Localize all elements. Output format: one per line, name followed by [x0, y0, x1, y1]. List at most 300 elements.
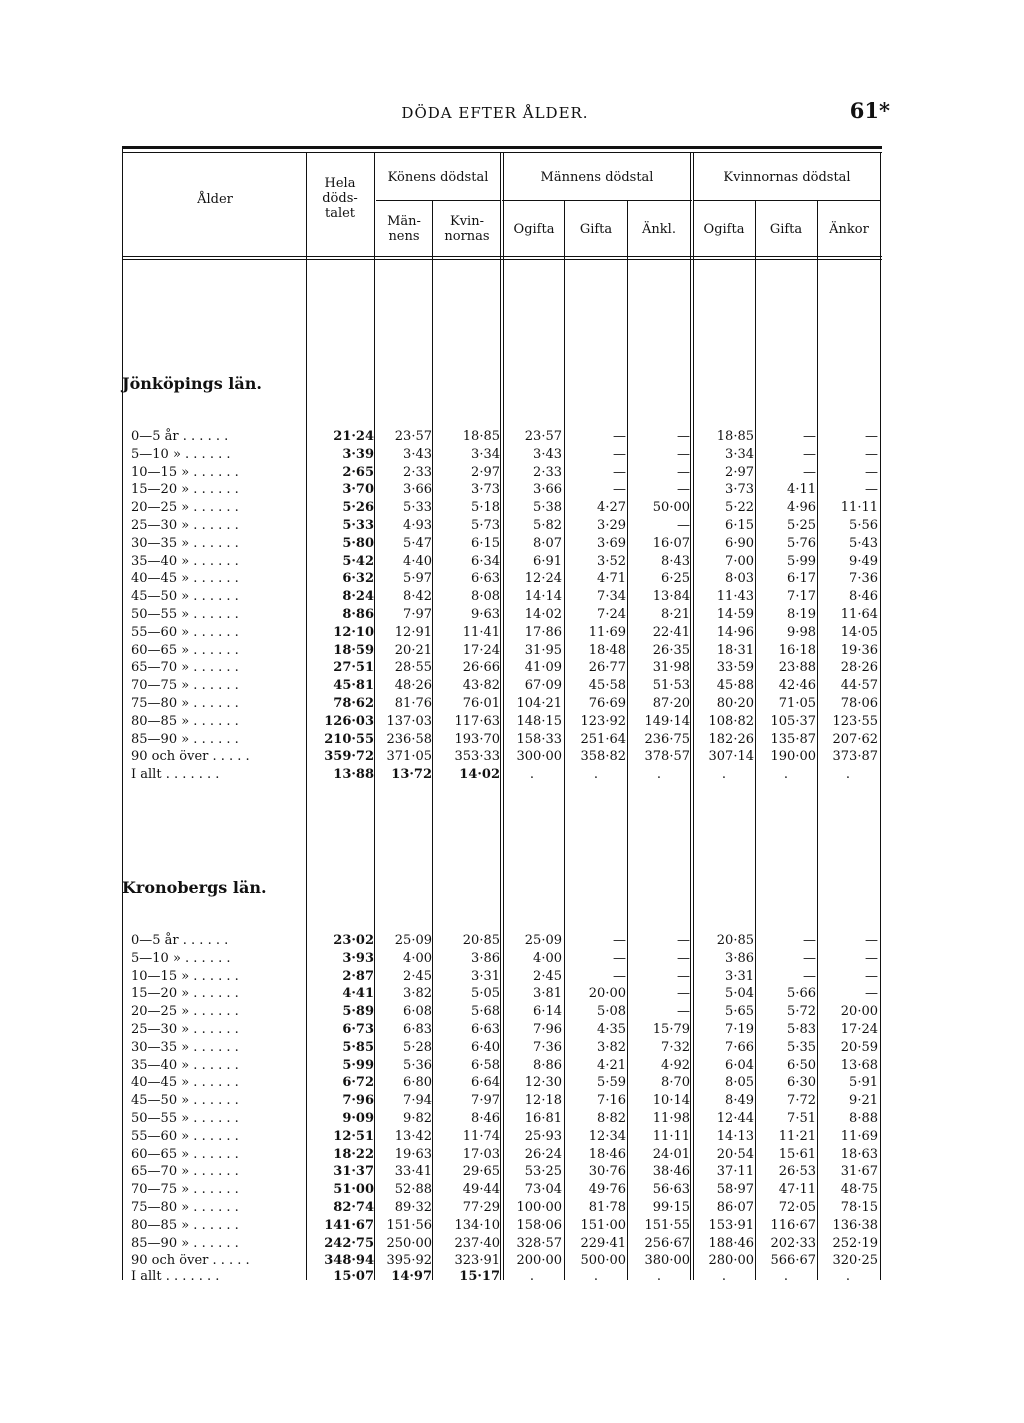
table-cell: 149·14 — [644, 714, 690, 729]
table-cell: 13·84 — [652, 589, 690, 604]
table-cell: 45·81 — [333, 678, 374, 693]
table-cell: 18·48 — [588, 643, 626, 658]
table-cell: 7·16 — [597, 1093, 626, 1108]
table-cell: 20·85 — [716, 933, 754, 948]
table-cell: 25·93 — [524, 1129, 562, 1144]
table-cell: — — [865, 447, 878, 462]
table-cell: 378·57 — [644, 749, 690, 764]
table-cell: — — [865, 429, 878, 444]
table-cell: 20·54 — [716, 1147, 754, 1162]
table-cell: 300·00 — [516, 749, 562, 764]
table-cell: 15·61 — [778, 1147, 816, 1162]
table-cell: 5·18 — [471, 500, 500, 515]
table-cell: 3·73 — [471, 482, 500, 497]
table-cell: 49·76 — [588, 1182, 626, 1197]
table-cell: 280·00 — [708, 1253, 754, 1268]
table-cell: — — [677, 986, 690, 1001]
table-cell: 26·53 — [778, 1164, 816, 1179]
table-cell: 5·59 — [597, 1075, 626, 1090]
table-cell: 24·01 — [652, 1147, 690, 1162]
table-cell: 3·82 — [403, 986, 432, 1001]
column-group-header-men: Männens dödstal — [540, 170, 654, 185]
table-cell: — — [677, 429, 690, 444]
table-cell: — — [803, 465, 816, 480]
table-row — [0, 1021, 1024, 1038]
table-cell: 5·25 — [787, 518, 816, 533]
table-cell: 3·34 — [471, 447, 500, 462]
row-label: 70—75 » . . . . . . — [131, 1182, 239, 1197]
table-cell: 18·59 — [333, 643, 374, 658]
table-cell: 12·51 — [333, 1129, 374, 1144]
table-cell: 202·33 — [770, 1236, 816, 1251]
table-row — [0, 624, 1024, 641]
table-cell: 16·81 — [524, 1111, 562, 1126]
table-cell: 136·38 — [832, 1218, 878, 1233]
row-label: 70—75 » . . . . . . — [131, 678, 239, 693]
table-row — [0, 1146, 1024, 1163]
table-cell: 37·11 — [716, 1164, 754, 1179]
table-cell: 6·63 — [471, 571, 500, 586]
table-cell: 15·17 — [459, 1269, 500, 1284]
table-cell: 5·72 — [787, 1004, 816, 1019]
table-cell: 134·10 — [454, 1218, 500, 1233]
table-cell: 7·34 — [597, 589, 626, 604]
table-cell: 158·06 — [516, 1218, 562, 1233]
table-cell: 3·43 — [403, 447, 432, 462]
column-header-men-unmarried: Ogifta — [513, 222, 555, 237]
table-cell: 8·03 — [725, 571, 754, 586]
table-cell: 6·08 — [403, 1004, 432, 1019]
table-cell: — — [677, 482, 690, 497]
row-label: 0—5 år . . . . . . — [131, 933, 229, 948]
row-label: I allt . . . . . . . — [131, 1269, 220, 1284]
table-cell: 30·76 — [588, 1164, 626, 1179]
table-cell: 148·15 — [516, 714, 562, 729]
table-cell: 6·34 — [471, 554, 500, 569]
table-cell: 15·79 — [652, 1022, 690, 1037]
table-cell: 151·55 — [644, 1218, 690, 1233]
table-cell: — — [865, 969, 878, 984]
table-cell: 29·65 — [462, 1164, 500, 1179]
column-header-women-married: Gifta — [769, 222, 803, 237]
table-cell: — — [613, 969, 626, 984]
table-row — [0, 1252, 1024, 1269]
table-cell: 323·91 — [454, 1253, 500, 1268]
table-cell: 5·42 — [342, 554, 374, 569]
table-cell: 5·38 — [533, 500, 562, 515]
table-cell: 359·72 — [324, 749, 374, 764]
table-cell: 18·46 — [588, 1147, 626, 1162]
table-cell: — — [613, 933, 626, 948]
row-label: 50—55 » . . . . . . — [131, 607, 239, 622]
table-cell: 11·64 — [840, 607, 878, 622]
table-cell: 20·21 — [394, 643, 432, 658]
table-cell: 7·19 — [725, 1022, 754, 1037]
row-label: 30—35 » . . . . . . — [131, 536, 239, 551]
table-cell: 8·46 — [849, 589, 878, 604]
table-cell: 7·36 — [849, 571, 878, 586]
table-row — [0, 588, 1024, 605]
table-cell: — — [677, 969, 690, 984]
table-cell: 53·25 — [524, 1164, 562, 1179]
table-cell: 193·70 — [454, 732, 500, 747]
row-label: 20—25 » . . . . . . — [131, 500, 239, 515]
table-cell: 2·97 — [725, 465, 754, 480]
table-cell: 76·01 — [462, 696, 500, 711]
table-cell: 11·98 — [652, 1111, 690, 1126]
table-cell: 82·74 — [333, 1200, 374, 1215]
column-header-women-unmarried: Ogifta — [703, 222, 745, 237]
table-cell: 6·17 — [787, 571, 816, 586]
table-cell: 123·55 — [832, 714, 878, 729]
table-cell: 78·06 — [840, 696, 878, 711]
table-row — [0, 606, 1024, 623]
table-cell: 17·24 — [840, 1022, 878, 1037]
table-row — [0, 1003, 1024, 1020]
table-cell: 22·41 — [652, 625, 690, 640]
table-cell: 67·09 — [524, 678, 562, 693]
table-cell: . — [656, 1269, 662, 1284]
table-cell: 56·63 — [652, 1182, 690, 1197]
page-number: 61* — [849, 98, 890, 123]
table-cell: 256·67 — [644, 1236, 690, 1251]
table-row — [0, 985, 1024, 1002]
row-label: 75—80 » . . . . . . — [131, 1200, 239, 1215]
table-cell: 5·97 — [403, 571, 432, 586]
table-cell: 242·75 — [324, 1236, 374, 1251]
subheader-rule-men — [502, 200, 692, 201]
row-label: 55—60 » . . . . . . — [131, 625, 239, 640]
table-cell: . — [783, 767, 789, 782]
table-cell: — — [865, 465, 878, 480]
table-cell: 3·86 — [471, 951, 500, 966]
table-cell: 5·04 — [725, 986, 754, 1001]
table-cell: 12·34 — [588, 1129, 626, 1144]
row-label: 75—80 » . . . . . . — [131, 696, 239, 711]
table-cell: 11·69 — [840, 1129, 878, 1144]
table-cell: 320·25 — [832, 1253, 878, 1268]
table-cell: 3·93 — [342, 951, 374, 966]
table-cell: 4·27 — [597, 500, 626, 515]
table-cell: 8·08 — [471, 589, 500, 604]
table-cell: 12·24 — [524, 571, 562, 586]
table-cell: 5·65 — [725, 1004, 754, 1019]
table-cell: 11·11 — [840, 500, 878, 515]
table-cell: 11·69 — [588, 625, 626, 640]
table-cell: — — [865, 951, 878, 966]
table-cell: 38·46 — [652, 1164, 690, 1179]
table-cell: 566·67 — [770, 1253, 816, 1268]
table-cell: 5·05 — [471, 986, 500, 1001]
table-cell: 5·36 — [403, 1058, 432, 1073]
table-cell: 14·96 — [716, 625, 754, 640]
table-cell: 26·35 — [652, 643, 690, 658]
table-cell: 5·82 — [533, 518, 562, 533]
table-cell: 108·82 — [708, 714, 754, 729]
table-cell: 3·31 — [471, 969, 500, 984]
table-cell: 6·63 — [471, 1022, 500, 1037]
table-cell: 7·66 — [725, 1040, 754, 1055]
table-cell: 3·43 — [533, 447, 562, 462]
table-cell: 17·03 — [462, 1147, 500, 1162]
table-cell: 8·42 — [403, 589, 432, 604]
table-cell: — — [613, 482, 626, 497]
table-cell: 26·77 — [588, 660, 626, 675]
table-cell: 14·02 — [524, 607, 562, 622]
subheader-rule-women — [694, 200, 880, 201]
table-cell: . — [721, 767, 727, 782]
table-cell: 3·66 — [403, 482, 432, 497]
table-cell: 12·18 — [524, 1093, 562, 1108]
table-cell: 5·26 — [342, 500, 374, 515]
table-row — [0, 1092, 1024, 1109]
table-cell: 81·78 — [588, 1200, 626, 1215]
table-cell: 42·46 — [778, 678, 816, 693]
table-cell: 5·28 — [403, 1040, 432, 1055]
table-cell: 8·49 — [725, 1093, 754, 1108]
table-cell: 5·91 — [849, 1075, 878, 1090]
table-cell: 8·05 — [725, 1075, 754, 1090]
row-label: 85—90 » . . . . . . — [131, 732, 239, 747]
table-cell: 9·09 — [342, 1111, 374, 1126]
table-cell: 13·72 — [391, 767, 432, 782]
row-label: 5—10 » . . . . . . — [131, 951, 231, 966]
table-cell: 11·11 — [652, 1129, 690, 1144]
table-cell: 7·17 — [787, 589, 816, 604]
table-cell: . — [656, 767, 662, 782]
table-cell: 19·36 — [840, 643, 878, 658]
table-cell: 21·24 — [333, 429, 374, 444]
table-cell: 4·11 — [787, 482, 816, 497]
table-cell: 380·00 — [644, 1253, 690, 1268]
table-cell: 4·35 — [597, 1022, 626, 1037]
table-cell: . — [593, 767, 599, 782]
section-title: Jönköpings län. — [122, 374, 262, 393]
table-cell: 5·73 — [471, 518, 500, 533]
table-cell: 14·97 — [391, 1269, 432, 1284]
section-title: Kronobergs län. — [122, 878, 267, 897]
table-row — [0, 481, 1024, 498]
table-row — [0, 1199, 1024, 1216]
table-cell: 4·00 — [533, 951, 562, 966]
table-row — [0, 695, 1024, 712]
table-cell: 7·51 — [787, 1111, 816, 1126]
table-cell: 6·91 — [533, 554, 562, 569]
row-label: 20—25 » . . . . . . — [131, 1004, 239, 1019]
table-cell: 252·19 — [832, 1236, 878, 1251]
table-cell: 3·39 — [342, 447, 374, 462]
table-cell: 188·46 — [708, 1236, 754, 1251]
table-cell: 44·57 — [840, 678, 878, 693]
column-header-women: Kvin- nornas — [444, 214, 490, 244]
table-cell: 16·18 — [778, 643, 816, 658]
table-cell: 7·32 — [661, 1040, 690, 1055]
table-row — [0, 1074, 1024, 1091]
table-cell: 7·96 — [533, 1022, 562, 1037]
table-cell: . — [529, 767, 535, 782]
table-row — [0, 1039, 1024, 1056]
table-cell: 13·42 — [394, 1129, 432, 1144]
table-cell: . — [783, 1269, 789, 1284]
table-cell: 9·21 — [849, 1093, 878, 1108]
table-cell: 251·64 — [580, 732, 626, 747]
table-cell: 2·33 — [533, 465, 562, 480]
row-label: 65—70 » . . . . . . — [131, 660, 239, 675]
table-cell: 8·07 — [533, 536, 562, 551]
table-cell: 48·75 — [840, 1182, 878, 1197]
table-row — [0, 677, 1024, 694]
table-row — [0, 1128, 1024, 1145]
table-cell: 237·40 — [454, 1236, 500, 1251]
table-cell: 358·82 — [580, 749, 626, 764]
table-cell: — — [803, 933, 816, 948]
table-cell: 14·13 — [716, 1129, 754, 1144]
row-label: 5—10 » . . . . . . — [131, 447, 231, 462]
table-row — [0, 1057, 1024, 1074]
table-cell: 3·66 — [533, 482, 562, 497]
table-cell: 6·15 — [725, 518, 754, 533]
table-cell: 5·85 — [342, 1040, 374, 1055]
table-cell: 31·95 — [524, 643, 562, 658]
table-cell: 86·07 — [716, 1200, 754, 1215]
table-cell: 2·45 — [403, 969, 432, 984]
table-cell: 51·00 — [333, 1182, 374, 1197]
table-cell: 7·36 — [533, 1040, 562, 1055]
row-label: 15—20 » . . . . . . — [131, 986, 239, 1001]
table-cell: 14·02 — [459, 767, 500, 782]
table-row — [0, 1163, 1024, 1180]
header-bottom-rule — [122, 256, 882, 257]
table-cell: 4·00 — [403, 951, 432, 966]
table-top-thin-rule — [122, 152, 882, 153]
table-cell: 33·59 — [716, 660, 754, 675]
row-label: 65—70 » . . . . . . — [131, 1164, 239, 1179]
table-cell: 20·00 — [588, 986, 626, 1001]
table-row — [0, 464, 1024, 481]
table-cell: 7·24 — [597, 607, 626, 622]
row-label: 80—85 » . . . . . . — [131, 1218, 239, 1233]
table-cell: 104·21 — [516, 696, 562, 711]
row-label: I allt . . . . . . . — [131, 767, 220, 782]
table-row — [0, 659, 1024, 676]
table-cell: 6·32 — [342, 571, 374, 586]
table-cell: 87·20 — [652, 696, 690, 711]
table-cell: 18·85 — [462, 429, 500, 444]
table-cell: 2·87 — [342, 969, 374, 984]
table-cell: 7·72 — [787, 1093, 816, 1108]
table-cell: 210·55 — [324, 732, 374, 747]
subheader-rule-sex — [376, 200, 500, 201]
table-cell: 5·08 — [597, 1004, 626, 1019]
table-cell: 2·45 — [533, 969, 562, 984]
table-cell: — — [677, 447, 690, 462]
table-cell: 3·70 — [342, 482, 374, 497]
table-cell: 51·53 — [652, 678, 690, 693]
table-cell: 5·66 — [787, 986, 816, 1001]
row-label: 85—90 » . . . . . . — [131, 1236, 239, 1251]
table-cell: 6·58 — [471, 1058, 500, 1073]
table-cell: 8·86 — [342, 607, 374, 622]
table-cell: 3·82 — [597, 1040, 626, 1055]
table-row — [0, 713, 1024, 730]
table-cell: 6·50 — [787, 1058, 816, 1073]
column-header-men-widowed: Änkl. — [642, 222, 676, 237]
table-cell: 5·22 — [725, 500, 754, 515]
table-cell: 137·03 — [386, 714, 432, 729]
row-label: 35—40 » . . . . . . — [131, 1058, 239, 1073]
table-cell: 3·73 — [725, 482, 754, 497]
table-cell: 5·99 — [342, 1058, 374, 1073]
row-label: 40—45 » . . . . . . — [131, 1075, 239, 1090]
table-row — [0, 535, 1024, 552]
table-cell: 8·19 — [787, 607, 816, 622]
table-cell: 18·31 — [716, 643, 754, 658]
running-header-title: DÖDA EFTER ÅLDER. — [401, 104, 589, 122]
table-cell: 5·99 — [787, 554, 816, 569]
table-cell: 17·86 — [524, 625, 562, 640]
table-cell: — — [803, 951, 816, 966]
table-cell: 7·00 — [725, 554, 754, 569]
table-cell: 77·29 — [462, 1200, 500, 1215]
table-cell: 6·64 — [471, 1075, 500, 1090]
row-label: 35—40 » . . . . . . — [131, 554, 239, 569]
row-label: 30—35 » . . . . . . — [131, 1040, 239, 1055]
table-cell: . — [529, 1269, 535, 1284]
row-label: 45—50 » . . . . . . — [131, 589, 239, 604]
table-row — [0, 1235, 1024, 1252]
table-cell: 99·15 — [652, 1200, 690, 1215]
table-cell: 81·76 — [394, 696, 432, 711]
row-label: 50—55 » . . . . . . — [131, 1111, 239, 1126]
table-cell: 73·04 — [524, 1182, 562, 1197]
table-cell: 5·35 — [787, 1040, 816, 1055]
table-cell: 353·33 — [454, 749, 500, 764]
table-cell: 6·25 — [661, 571, 690, 586]
column-group-header-sex: Könens dödstal — [387, 170, 489, 185]
table-cell: 5·68 — [471, 1004, 500, 1019]
table-cell: 373·87 — [832, 749, 878, 764]
table-cell: 5·76 — [787, 536, 816, 551]
table-cell: 236·75 — [644, 732, 690, 747]
table-row — [0, 517, 1024, 534]
table-cell: 4·96 — [787, 500, 816, 515]
table-row — [0, 642, 1024, 659]
table-cell: 13·68 — [840, 1058, 878, 1073]
table-cell: 10·14 — [652, 1093, 690, 1108]
table-cell: 19·63 — [394, 1147, 432, 1162]
column-header-men: Män- nens — [387, 214, 421, 244]
table-cell: 27·51 — [333, 660, 374, 675]
table-row — [0, 1181, 1024, 1198]
table-cell: 6·90 — [725, 536, 754, 551]
table-cell: 229·41 — [580, 1236, 626, 1251]
table-cell: 135·87 — [770, 732, 816, 747]
table-cell: 58·97 — [716, 1182, 754, 1197]
table-cell: 18·85 — [716, 429, 754, 444]
row-label: 25—30 » . . . . . . — [131, 1022, 239, 1037]
table-cell: 123·92 — [580, 714, 626, 729]
table-cell: 25·09 — [524, 933, 562, 948]
table-cell: 6·80 — [403, 1075, 432, 1090]
table-cell: 500·00 — [580, 1253, 626, 1268]
table-cell: 20·00 — [840, 1004, 878, 1019]
table-cell: 45·88 — [716, 678, 754, 693]
table-cell: 52·88 — [394, 1182, 432, 1197]
table-cell: 6·04 — [725, 1058, 754, 1073]
table-cell: 7·97 — [471, 1093, 500, 1108]
table-cell: 23·57 — [524, 429, 562, 444]
table-cell: 4·71 — [597, 571, 626, 586]
